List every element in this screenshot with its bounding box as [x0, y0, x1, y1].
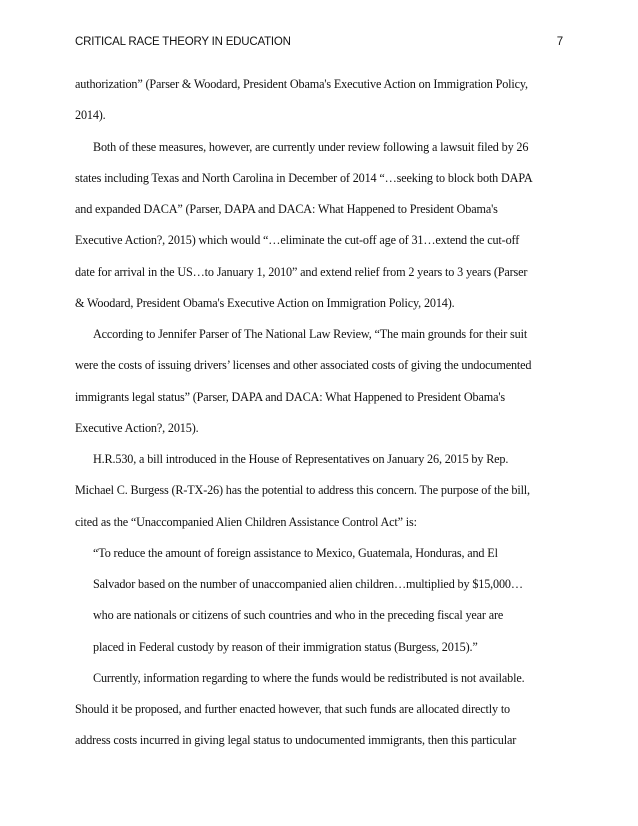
- body-line: immigrants legal status” (Parser, DAPA and DACA: What Happened to President Obama's: [75, 389, 505, 404]
- body-line: states including Texas and North Carolina in December of 2014 “…seeking to block both DAPA: [75, 170, 533, 185]
- block-quote-line: “To reduce the amount of foreign assistance to Mexico, Guatemala, Honduras, and El: [93, 545, 498, 560]
- block-quote-line: Salvador based on the number of unaccompanied alien children…multiplied by $15,000…: [93, 577, 523, 591]
- paragraph-start-line: According to Jennifer Parser of The National Law Review, “The main grounds for their suit: [93, 327, 528, 341]
- body-line: address costs incurred in giving legal status to undocumented immigrants, then this particular: [75, 733, 517, 748]
- paragraph-start-line: H.R.530, a bill introduced in the House of Representatives on January 26, 2015 by Rep.: [93, 452, 509, 466]
- page-number: 7: [556, 36, 563, 48]
- body-line: 2014).: [75, 108, 106, 123]
- body-line: authorization” (Parser & Woodard, President Obama's Executive Action on Immigration Policy,: [75, 77, 528, 91]
- paragraph-start-line: Both of these measures, however, are currently under review following a lawsuit filed by 26: [93, 139, 529, 154]
- body-line: & Woodard, President Obama's Executive Action on Immigration Policy, 2014).: [75, 295, 455, 310]
- body-line: were the costs of issuing drivers’ licenses and other associated costs of giving the undocumented: [75, 358, 532, 373]
- body-line: Michael C. Burgess (R-TX-26) has the potential to address this concern. The purpose of the bill,: [75, 483, 530, 498]
- body-line: Executive Action?, 2015) which would “…eliminate the cut-off age of 31…extend the cut-off: [75, 233, 520, 248]
- body-line: Executive Action?, 2015).: [75, 420, 199, 435]
- body-line: cited as the “Unaccompanied Alien Children Assistance Control Act” is:: [75, 514, 417, 529]
- block-quote-line: who are nationals or citizens of such countries and who in the preceding fiscal year are: [93, 608, 504, 623]
- body-line: date for arrival in the US…to January 1, 2010” and extend relief from 2 years to 3 years (Parser: [75, 264, 528, 279]
- body-line: Should it be proposed, and further enacted however, that such funds are allocated directly to: [75, 702, 510, 716]
- body-line: and expanded DACA” (Parser, DAPA and DACA: What Happened to President Obama's: [75, 202, 498, 216]
- page-header: [75, 36, 563, 52]
- document-body: [75, 69, 565, 757]
- block-quote-line: placed in Federal custody by reason of their immigration status (Burgess, 2015).”: [93, 639, 478, 654]
- running-head: CRITICAL RACE THEORY IN EDUCATION: [75, 36, 291, 48]
- paragraph-start-line: Currently, information regarding to where the funds would be redistributed is not available.: [93, 670, 525, 685]
